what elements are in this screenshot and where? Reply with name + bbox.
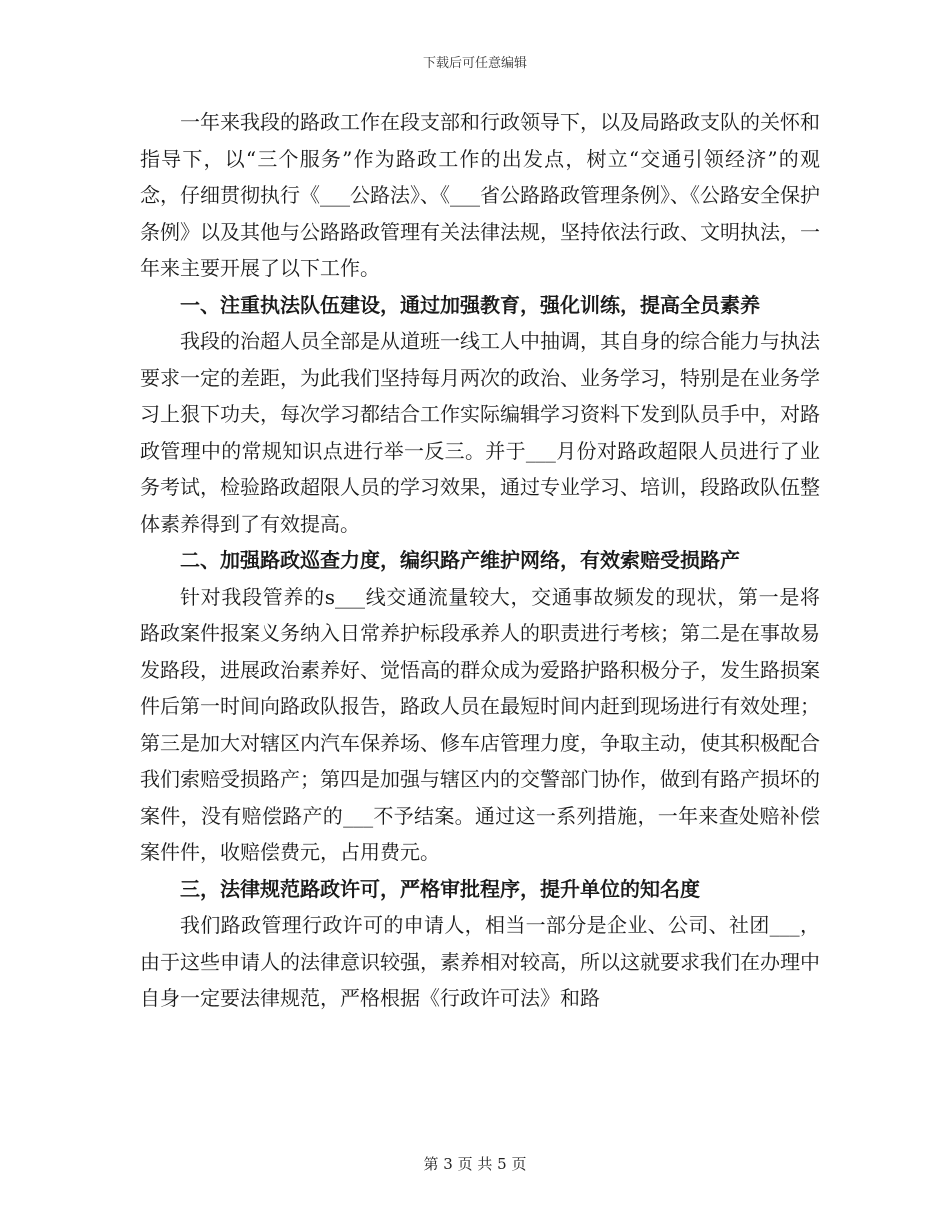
section-1-paragraph: 我段的治超人员全部是从道班一线工人中抽调，其自身的综合能力与执法要求一定的差距，为此我们坚持每月两次的政治、业务学习，特别是在业务学习上狠下功夫，每次学习都结合工作实际编辑学习资料下发到队员手中，对路政管理中的常规知识点进行举一反三。并于___月份对路政超限人员进行了业务考试，检验路政超限人员的学习效果，通过专业学习、培训，段路政队伍整体素养得到了有效提高。 (140, 329, 820, 536)
document-body (140, 104, 820, 1017)
page-header: 下载后可任意编辑 (422, 56, 527, 71)
section-3-paragraph: 我们路政管理行政许可的申请人，相当一部分是企业、公司、社团___，由于这些申请人的法律意识较强，素养相对较高，所以这就要求我们在办理中自身一定要法律规范，严格根据《行政许可法》和路 (140, 913, 820, 1010)
section-3-heading: 三，法律规范路政许可，严格审批程序，提升单位的知名度 (180, 876, 700, 901)
section-2-paragraph: 针对我段管养的s___线交通流量较大，交通事故频发的现状，第一是将路政案件报案义务纳入日常养护标段承养人的职责进行考核；第二是在事故易发路段，进展政治素养好、觉悟高的群众成为爱路护路积极分子，发生路损案件后第一时间向路政队报告，路政人员在最短时间内赶到现场进行有效处理；第三是加大对辖区内汽车保养场、修车店管理力度，争取主动，使其积极配合我们索赔受损路产；第四是加强与辖区内的交警部门协作，做到有路产损坏的案件，没有赔偿路产的___不予结案。通过这一系列措施，一年来查处赔补偿案件件，收赔偿费元，占用费元。 (140, 584, 820, 864)
section-2-heading: 二、加强路政巡查力度，编织路产维护网络，有效索赔受损路产 (180, 548, 740, 572)
page-number: 第 3 页 共 5 页 (423, 1155, 527, 1173)
section-1-heading: 一、注重执法队伍建设，通过加强教育，强化训练，提高全员素养 (180, 292, 760, 317)
intro-paragraph: 一年来我段的路政工作在段支部和行政领导下，以及局路政支队的关怀和指导下，以“三个服务”作为路政工作的出发点，树立“交通引领经济”的观念，仔细贯彻执行《___公路法》、《___省公路路政管理条例》、《公路安全保护条例》以及其他与公路路政管理有关法律法规，坚持依法行政、文明执法，一年来主要开展了以下工作。 (140, 110, 820, 280)
